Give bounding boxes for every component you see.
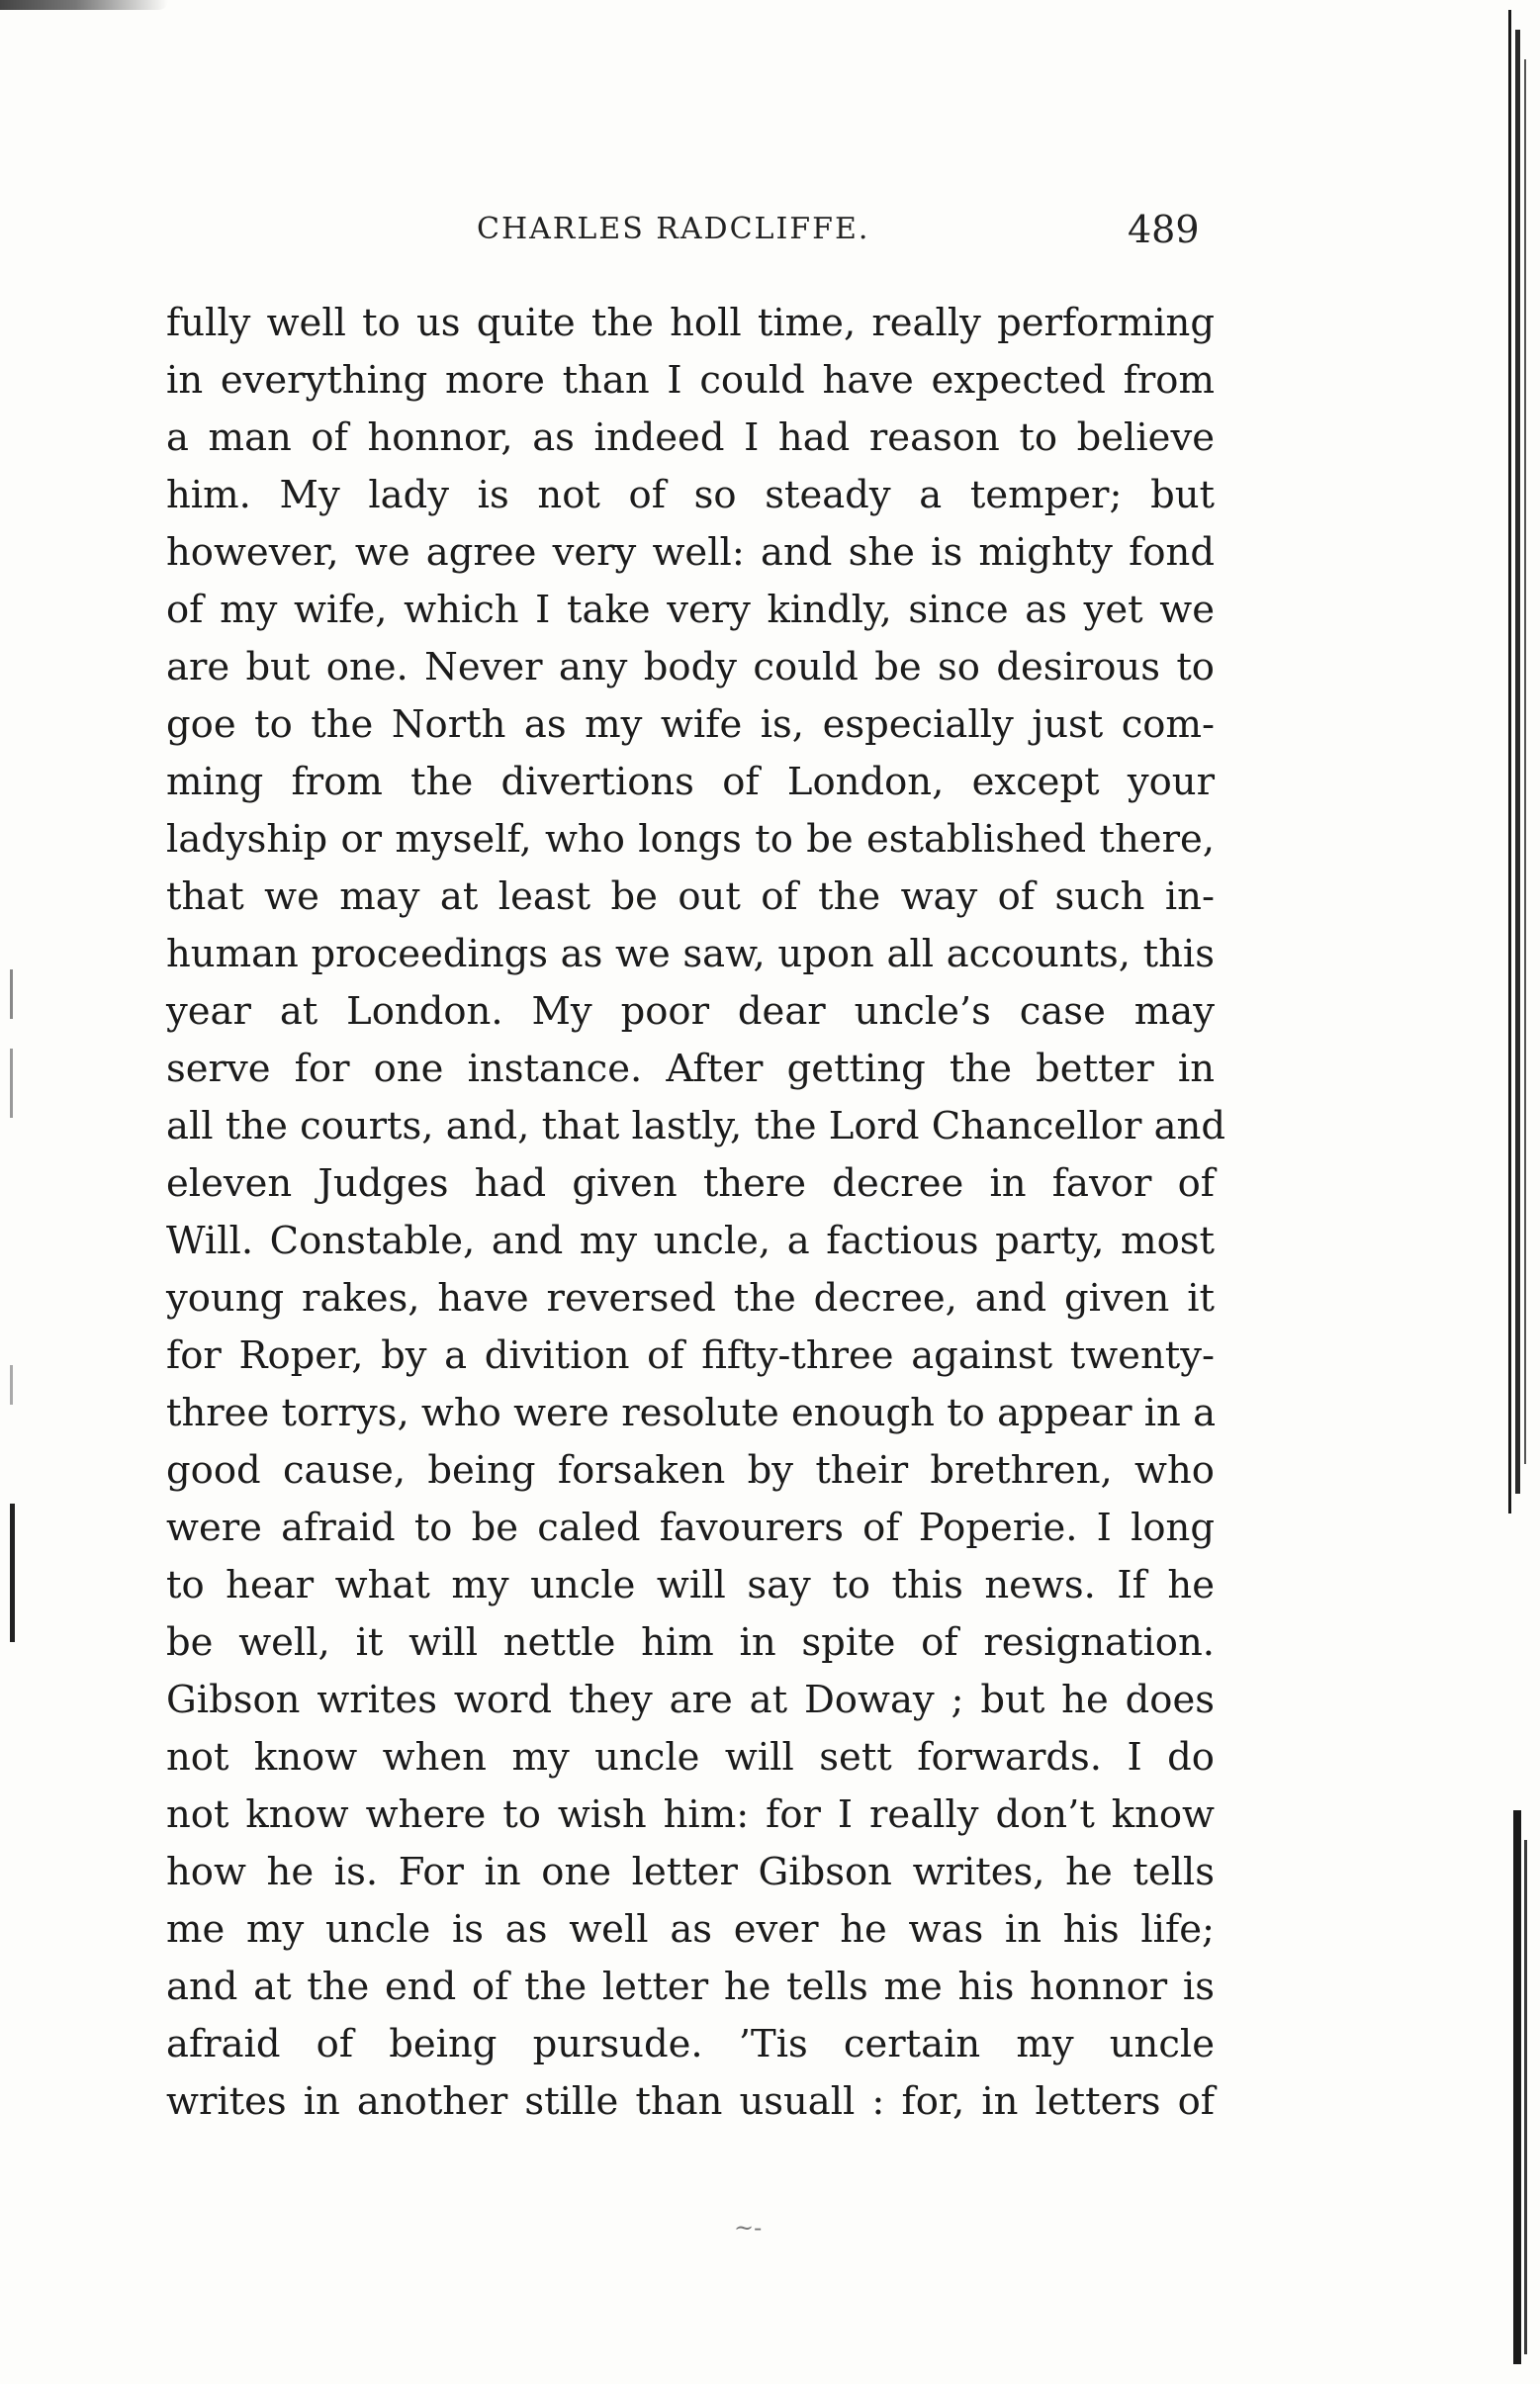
footer-mark: ~- [734, 2214, 763, 2242]
scan-margin-mark [10, 969, 13, 1019]
text-line: young rakes, have reversed the decree, and given it [166, 1276, 1215, 1321]
text-line: afraid of being pursude. ’Tis certain my uncle [166, 2022, 1215, 2066]
binding-shadow [1524, 1840, 1527, 2354]
text-line: ladyship or myself, who longs to be established there, [166, 817, 1215, 862]
text-line: how he is. For in one letter Gibson writes, he tells [166, 1850, 1215, 1894]
text-line: a man of honnor, as indeed I had reason to believe [166, 415, 1215, 460]
text-line: fully well to us quite the holl time, really performing [166, 301, 1215, 345]
scan-margin-mark [10, 1049, 13, 1118]
binding-shadow [1524, 59, 1526, 1464]
text-line: that we may at least be out of the way of such in- [166, 874, 1215, 919]
text-line: in everything more than I could have expected from [166, 358, 1215, 403]
binding-shadow [1513, 1810, 1521, 2364]
text-line: Gibson writes word they are at Doway ; but he does [166, 1678, 1215, 1722]
text-line: are but one. Never any body could be so desirous to [166, 645, 1215, 689]
text-line: Will. Constable, and my uncle, a factious party, most [166, 1219, 1215, 1263]
running-head: CHARLES RADCLIFFE. [477, 212, 870, 246]
text-line: year at London. My poor dear uncle’s case may [166, 989, 1215, 1034]
text-line: me my uncle is as well as ever he was in his life; [166, 1907, 1215, 1952]
text-line: eleven Judges had given there decree in favor of [166, 1161, 1215, 1206]
page-number: 489 [1128, 208, 1200, 251]
scan-corner-smudge [0, 0, 168, 10]
text-line: to hear what my uncle will say to this news. If he [166, 1563, 1215, 1607]
text-line: three torrys, who were resolute enough to appear in a [166, 1391, 1217, 1435]
text-line: serve for one instance. After getting the better in [166, 1047, 1215, 1091]
binding-shadow [1515, 30, 1520, 1494]
text-line: of my wife, which I take very kindly, since as yet we [166, 588, 1215, 632]
scan-margin-mark [10, 1365, 13, 1405]
text-line: not know where to wish him: for I really don’t know [166, 1792, 1215, 1837]
text-line: and at the end of the letter he tells me his honnor is [166, 1965, 1215, 2009]
text-line: however, we agree very well: and she is mighty fond [166, 530, 1215, 575]
text-line: ming from the divertions of London, except your [166, 760, 1215, 804]
text-line: be well, it will nettle him in spite of resignation. [166, 1620, 1215, 1665]
text-line: all the courts, and, that lastly, the Lord Chancellor and [166, 1104, 1225, 1148]
text-line: were afraid to be caled favourers of Poperie. I long [166, 1506, 1215, 1550]
scan-margin-mark [10, 1504, 15, 1642]
scan-binding-edge [1504, 0, 1540, 2384]
body-text [166, 295, 1225, 2131]
text-line: good cause, being forsaken by their brethren, who [166, 1448, 1215, 1493]
binding-shadow [1508, 10, 1511, 1513]
text-line: him. My lady is not of so steady a temper; but [166, 473, 1215, 517]
text-line: for Roper, by a divition of fifty-three against twenty- [166, 1333, 1215, 1378]
text-line: human proceedings as we saw, upon all accounts, this [166, 932, 1215, 976]
text-line: goe to the North as my wife is, especially just com- [166, 702, 1215, 747]
text-line: writes in another stille than usuall : for, in letters of [166, 2079, 1215, 2124]
text-line: not know when my uncle will sett forwards. I do [166, 1735, 1215, 1780]
